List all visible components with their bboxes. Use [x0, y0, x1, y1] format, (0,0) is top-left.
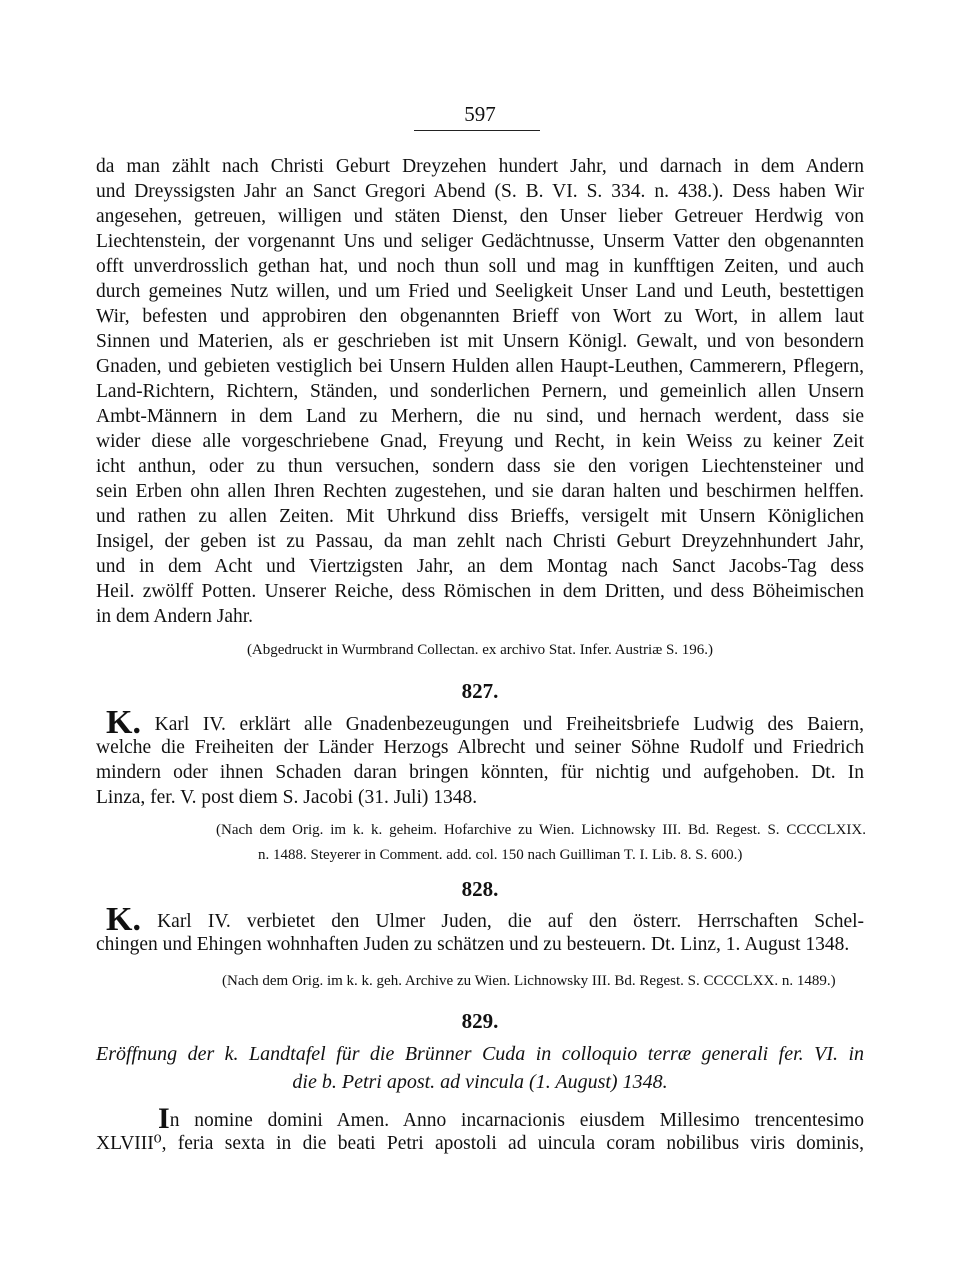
source-note [96, 638, 864, 663]
entry-827-note [216, 818, 866, 868]
entry-828-regest [96, 901, 865, 957]
note-line: (Nach dem Orig. im k. k. geheim. Hofarchive zu Wien. Lichnowsky III. Bd. Regest. S. CCCCLXIX. [216, 822, 866, 838]
text-line: Ambt-Männern in dem Land zu Merhern, die nu sind, und hernach werdent, dass sie [96, 406, 864, 427]
text-line [96, 1102, 864, 1135]
entry-829-rubric [96, 1040, 864, 1096]
text-line: wider diese alle vorgeschriebene Gnad, Freyung und Recht, in kein Weiss zu keiner Zeit [96, 431, 864, 452]
note-line: n. 1488. Steyerer in Comment. add. col. 150 nach Guilliman T. I. Lib. 8. S. 600.) [258, 847, 743, 863]
initial-letter: I [158, 1102, 170, 1135]
text-line: Gnaden, und gebieten vestiglich bei Unsern Hulden allen Haupt-Leuthen, Cammerern, Pflegern, [96, 356, 864, 377]
text-line: Sinnen und Materien, als er geschrieben ist mit Unsern Königl. Gewalt, und von besondern [96, 331, 864, 352]
charter-continuation [96, 154, 864, 629]
text-line: Wir, befesten und approbiren den obgenannten Brieff von Wort zu Wort, in allem laut [96, 306, 864, 327]
initial-letter: K. [106, 704, 141, 741]
rubric-line: Eröffnung der k. Landtafel für die Brünner Cuda in colloquio terræ generali fer. VI. in [96, 1043, 864, 1065]
text-line: und Dreyssigsten Jahr an Sanct Gregori Abend (S. B. VI. S. 334. n. 438.). Dess haben Wir [96, 181, 864, 202]
text-line: und in dem Acht und Viertzigsten Jahr, an dem Montag nach Sanct Jacobs-Tag dess [96, 556, 864, 577]
text-line: welche die Freiheiten der Länder Herzogs Albrecht und seiner Söhne Rudolf und Friedrich [96, 737, 864, 758]
text-line: XLVIII⁰, feria sexta in die beati Petri apostoli ad uincula coram nobilibus viris dominis, [96, 1133, 864, 1154]
text-line: Liechtenstein, der vorgenannt Uns und seliger Gedächtnusse, Unserm Vatter den obgenannten [96, 231, 864, 252]
page-number: 597 [464, 102, 496, 126]
text-line: Linza, fer. V. post diem S. Jacobi (31. Juli) 1348. [96, 787, 478, 808]
entry-827-regest [96, 704, 865, 810]
text-line: Insigel, der geben ist zu Passau, da man zehlt nach Christi Geburt Dreyzehnhundert Jahr, [96, 531, 864, 552]
entry-829-charter [96, 1102, 864, 1156]
text-line: mindern oder ihnen Schaden daran bringen könnten, für nichtig und aufgehoben. Dt. In [96, 762, 864, 783]
note-line: (Nach dem Orig. im k. k. geh. Archive zu Wien. Lichnowsky III. Bd. Regest. S. CCCCLXX. n. 1489.) [222, 973, 836, 989]
text-line [96, 704, 865, 741]
entry-number-829: 829. [461, 1009, 499, 1033]
entry-828-note [222, 969, 866, 994]
initial-letter: K. [106, 901, 141, 938]
header-rule [414, 130, 540, 131]
text-line: Heil. zwölff Potten. Unserer Reiche, dess Römischen in dem Dritten, und dess Böheimischen [96, 581, 864, 602]
entry-number-827: 827. [461, 679, 499, 703]
text-line: Land-Richtern, Richtern, Ständen, und sonderlichen Pernern, und gemeinlich allen Unsern [96, 381, 864, 402]
text-line-content: Karl IV. verbietet den Ulmer Juden, die auf den österr. Herrschaften Schel- [157, 911, 865, 932]
text-line: icht anthun, oder zu thun versuchen, sondern dass sie den vorigen Liechtensteiner und [96, 456, 864, 477]
text-line [96, 901, 865, 938]
text-line: chingen und Ehingen wohnhaften Juden zu schätzen und zu besteuern. Dt. Linz, 1. August 1348. [96, 934, 850, 955]
text-line: und rathen zu allen Zeiten. Mit Uhrkund diss Brieffs, versigelt mit Unsern Königlichen [96, 506, 864, 527]
rubric-line: die b. Petri apost. ad vincula (1. August) 1348. [292, 1071, 668, 1093]
text-line-content: Karl IV. erklärt alle Gnadenbezeugungen und Freiheitsbriefe Ludwig des Baiern, [154, 714, 865, 735]
text-line-content: n nomine domini Amen. Anno incarnacionis eiusdem Millesimo trencentesimo [169, 1110, 864, 1131]
text-line: in dem Andern Jahr. [96, 606, 254, 627]
text-line: da man zählt nach Christi Geburt Dreyzehen hundert Jahr, und darnach in dem Andern [96, 156, 864, 177]
entry-number-828: 828. [461, 877, 499, 901]
text-line: durch gemeines Nutz willen, und um Fried und Seeligkeit Unser Land und Leuth, bestettigen [96, 281, 864, 302]
text-line: angesehen, getreuen, willigen und stäten Dienst, den Unser lieber Getreuer Herdwig von [96, 206, 864, 227]
text-line: offt unverdrosslich gethan hat, und noch thun soll und mag in kunfftigen Zeiten, und auch [96, 256, 864, 277]
source-note-line: (Abgedruckt in Wurmbrand Collectan. ex archivo Stat. Infer. Austriæ S. 196.) [246, 642, 714, 658]
text-line: sein Erben ohn allen Ihren Rechten zugestehen, und sie daran halten und beschirmen helffen. [96, 481, 864, 502]
